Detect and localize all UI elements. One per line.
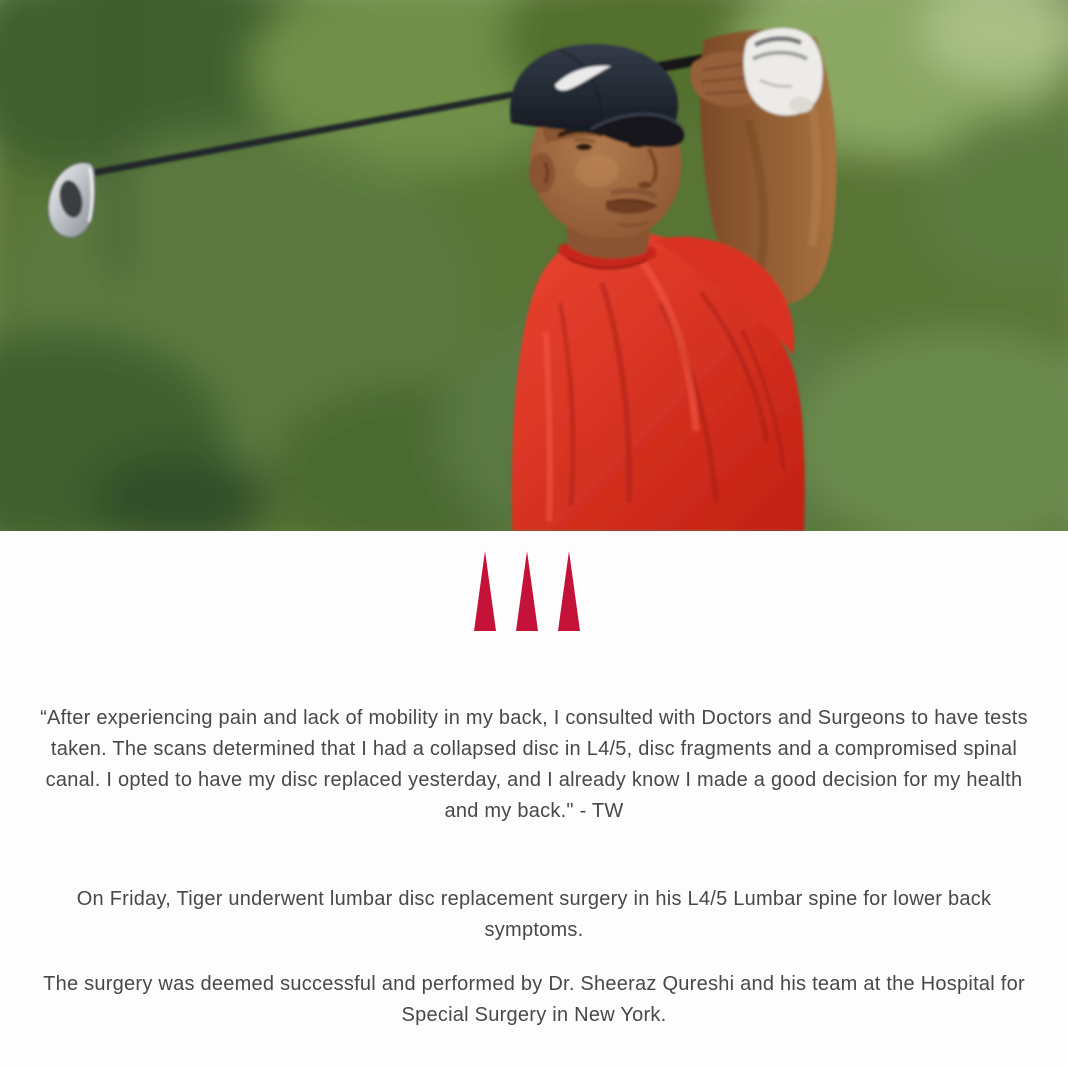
announcement-line: symptoms.	[484, 919, 584, 941]
golf-glove	[744, 28, 823, 115]
quote-line: canal. I opted to have my disc replaced yesterday, and I already know I made a good decision for my health	[45, 769, 1023, 791]
divider-triangle-icon	[474, 551, 496, 631]
quote-line: taken. The scans determined that I had a collapsed disc in L4/5, disc fragments and a compromised spinal	[50, 738, 1018, 760]
divider-triangle-icon	[558, 551, 580, 631]
red-polo-shirt	[512, 233, 805, 531]
surgery-announcement-text	[0, 884, 1068, 946]
quote-line: “After experiencing pain and lack of mobility in my back, I consulted with Doctors and Surgeons to have tests	[40, 707, 1028, 729]
golfer-photo-art	[0, 0, 1068, 531]
ear	[529, 153, 555, 193]
surgeon-credit-text	[0, 969, 1068, 1031]
triangle-divider	[0, 551, 1061, 631]
surgeon-line: Special Surgery in New York.	[401, 1004, 667, 1026]
surgeon-line: The surgery was deemed successful and performed by Dr. Sheeraz Qureshi and his team at the Hospital for	[43, 973, 1025, 995]
divider-triangle-icon	[516, 551, 538, 631]
quote-text	[0, 703, 1068, 827]
golfer-photo	[0, 0, 1068, 531]
announcement-line: On Friday, Tiger underwent lumbar disc replacement surgery in his L4/5 Lumbar spine for lower back	[76, 888, 992, 910]
eye-left	[576, 143, 592, 150]
quote-line: and my back." - TW	[444, 800, 624, 822]
